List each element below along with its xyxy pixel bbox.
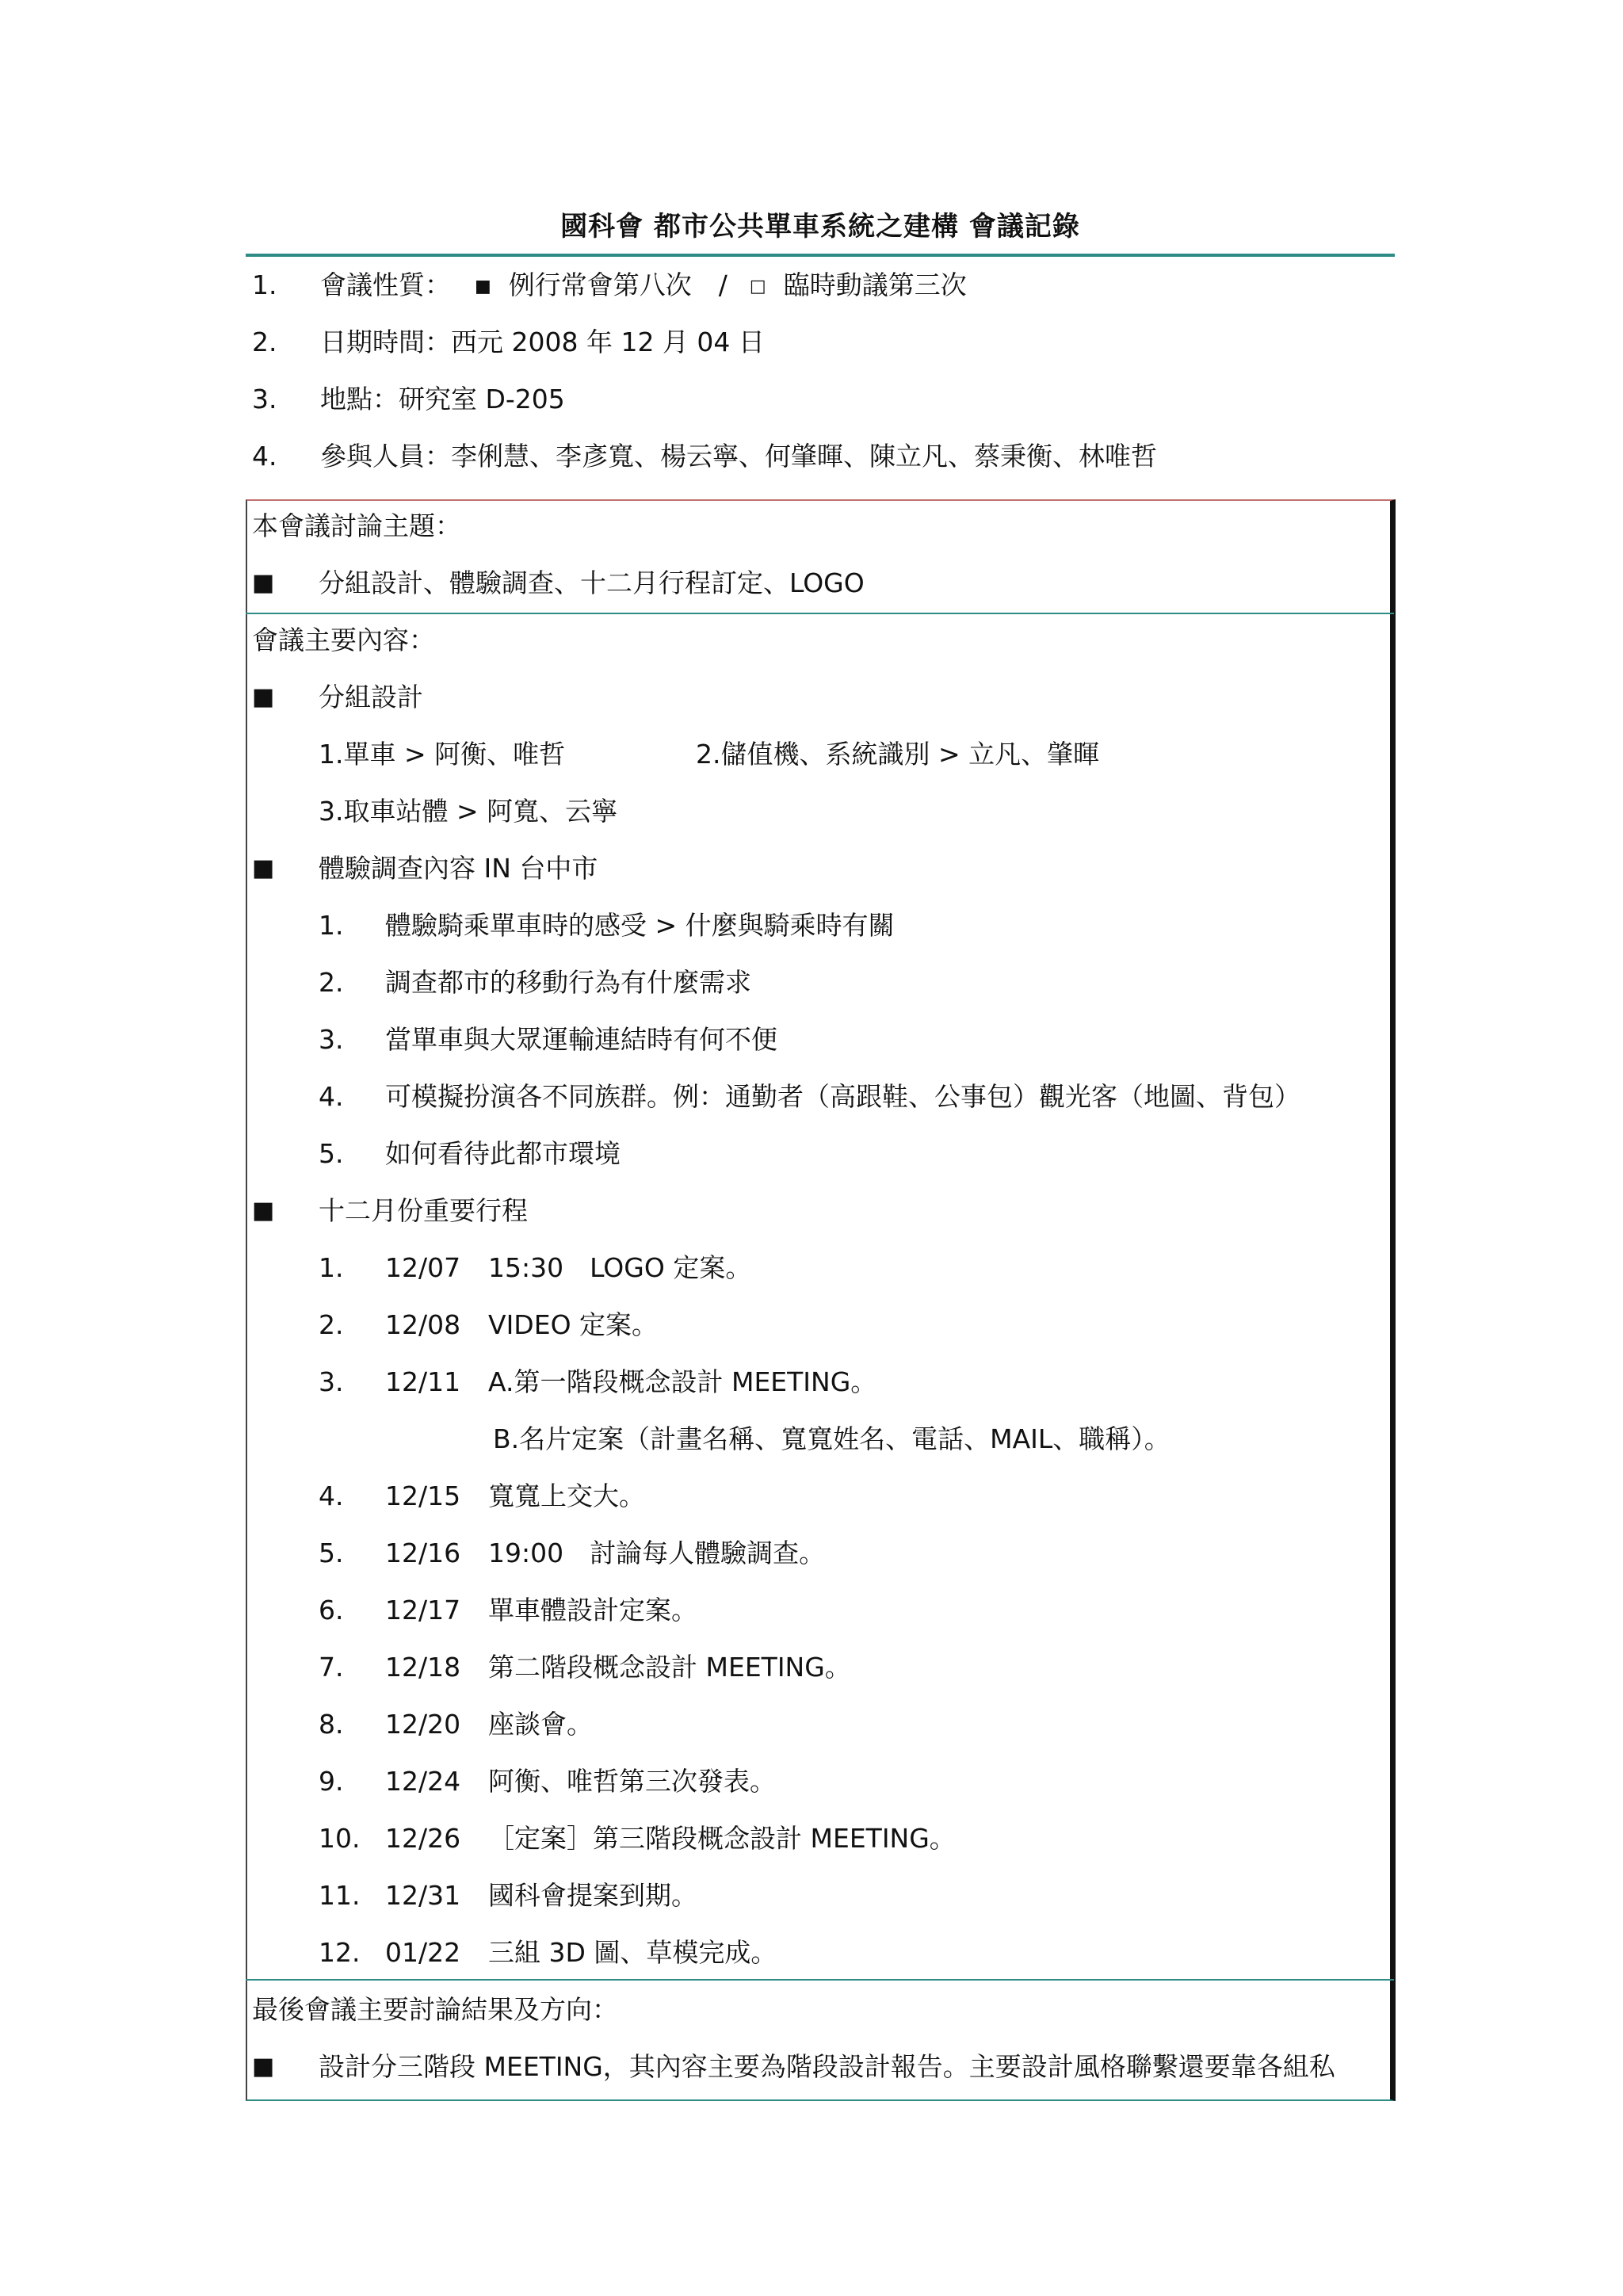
schedule-date: 12/31 [385,1880,461,1911]
schedule-date: 12/24 [385,1766,461,1797]
date-row [252,319,765,366]
schedule-text: 三組 3D 圖、草模完成。 [488,1937,777,1968]
section-divider [246,1979,1394,1981]
schedule-item [319,1530,825,1577]
schedule-item [319,1815,956,1862]
topic-heading: 本會議討論主題： [252,510,461,541]
topic-text: 分組設計、體驗調查、十二月行程訂定、LOGO [319,567,865,598]
schedule-item [493,1415,1170,1463]
list-number: 5. [319,1138,344,1169]
filled-square-icon: ■ [475,277,491,296]
list-number: 11. [319,1880,361,1911]
bullet-icon: ■ [252,1197,275,1224]
result-text: 設計分三階段 MEETING，其內容主要為階段設計報告。主要設計風格聯繫還要靠各組私 [319,2051,1335,2082]
list-number: 4. [319,1081,344,1112]
page-title: 國科會 都市公共單車系統之建構 會議記錄 [560,211,1080,243]
survey-title: 體驗調查內容 IN 台中市 [319,853,598,884]
bullet-icon: ■ [252,683,275,711]
schedule-date: 12/26 [385,1823,461,1854]
list-number: 3. [319,1366,344,1397]
item-number: 1. [252,269,277,300]
schedule-date: 12/15 [385,1480,461,1511]
list-number: 4. [319,1480,344,1511]
meeting-type-label: 會議性質： [320,269,451,300]
separator: / [718,269,727,300]
schedule-date: 12/17 [385,1595,461,1626]
schedule-date: 12/18 [385,1652,461,1683]
list-number: 5. [319,1538,344,1568]
schedule-date: 12/07 [385,1252,461,1283]
schedule-item [319,1358,876,1406]
participants-text: 參與人員：李俐慧、李彥寬、楊云寧、何肇暉、陳立凡、蔡秉衡、林唯哲 [320,441,1157,472]
schedule-date: 12/08 [385,1309,461,1340]
list-number: 6. [319,1595,344,1626]
schedule-text: 15:30 LOGO 定案。 [488,1252,752,1283]
list-number: 9. [319,1766,344,1797]
schedule-item [319,1701,593,1748]
extra-meeting-text: 臨時動議第三次 [783,269,967,300]
schedule-date: 12/20 [385,1709,461,1740]
schedule-item [319,1301,658,1349]
location-row [252,376,565,423]
schedule-text: ［定案］第三階段概念設計 MEETING。 [488,1823,956,1854]
group-design-title: 分組設計 [319,682,423,712]
schedule-item [319,1473,645,1520]
group-item: 1.單車 > 阿衡、唯哲 [319,739,566,770]
schedule-text: VIDEO 定案。 [488,1309,659,1340]
location-text: 地點：研究室 D-205 [320,384,565,415]
section-divider [246,613,1394,614]
list-item [319,902,895,949]
schedule-text: A.第一階段概念設計 MEETING。 [488,1366,877,1397]
item-number: 4. [252,441,277,472]
list-text: 體驗騎乘單車時的感受 > 什麼與騎乘時有關 [385,910,895,941]
bullet-icon: ■ [252,569,275,597]
list-item [319,1073,1300,1121]
item-number: 2. [252,327,277,357]
list-item [319,959,751,1007]
bullet-icon: ■ [252,854,275,882]
meeting-type-row [252,262,967,309]
result-heading: 最後會議主要討論結果及方向： [252,1994,618,2025]
schedule-date: 12/11 [385,1366,461,1397]
participants-row [252,433,1157,480]
bullet-icon: ■ [252,2053,275,2080]
group-item: 2.儲值機、系統識別 > 立凡、肇暉 [696,739,1100,770]
schedule-item [319,1244,751,1292]
schedule-text: B.名片定案（計畫名稱、寬寬姓名、電話、MAIL、職稱）。 [493,1423,1170,1454]
list-text: 調查都市的移動行為有什麼需求 [385,967,751,998]
list-number: 1. [319,1252,344,1283]
schedule-text: 第二階段概念設計 MEETING。 [488,1652,851,1683]
schedule-text: 國科會提案到期。 [488,1880,697,1911]
list-number: 1. [319,910,344,941]
list-number: 10. [319,1823,361,1854]
empty-square-icon: □ [749,277,766,296]
schedule-date: 01/22 [385,1937,461,1968]
regular-meeting-text: 例行常會第八次 [508,269,692,300]
schedule-text: 寬寬上交大。 [488,1480,645,1511]
list-item [319,1130,621,1178]
schedule-item [319,1644,851,1691]
schedule-text: 阿衡、唯哲第三次發表。 [488,1766,776,1797]
list-number: 7. [319,1652,344,1683]
schedule-item [319,1587,697,1634]
list-number: 2. [319,967,344,998]
list-number: 12. [319,1937,361,1968]
date-text: 日期時間：西元 2008 年 12 月 04 日 [320,327,765,357]
schedule-item [319,1929,777,1977]
list-number: 2. [319,1309,344,1340]
list-text: 可模擬扮演各不同族群。例：通勤者（高跟鞋、公事包）觀光客（地圖、背包） [385,1081,1300,1112]
schedule-text: 座談會。 [488,1709,593,1740]
schedule-item [319,1758,776,1805]
schedule-item [319,1872,697,1920]
list-item [319,1016,777,1064]
schedule-date: 12/16 [385,1538,461,1568]
group-item: 3.取車站體 > 阿寬、云寧 [319,796,618,827]
list-number: 3. [319,1024,344,1055]
content-heading: 會議主要內容： [252,625,435,655]
list-text: 如何看待此都市環境 [385,1138,621,1169]
title-divider [246,254,1395,257]
list-text: 當單車與大眾運輸連結時有何不便 [385,1024,777,1055]
schedule-text: 19:00 討論每人體驗調查。 [488,1538,826,1568]
item-number: 3. [252,384,277,415]
list-number: 8. [319,1709,344,1740]
schedule-text: 單車體設計定案。 [488,1595,697,1626]
schedule-title: 十二月份重要行程 [319,1195,528,1226]
